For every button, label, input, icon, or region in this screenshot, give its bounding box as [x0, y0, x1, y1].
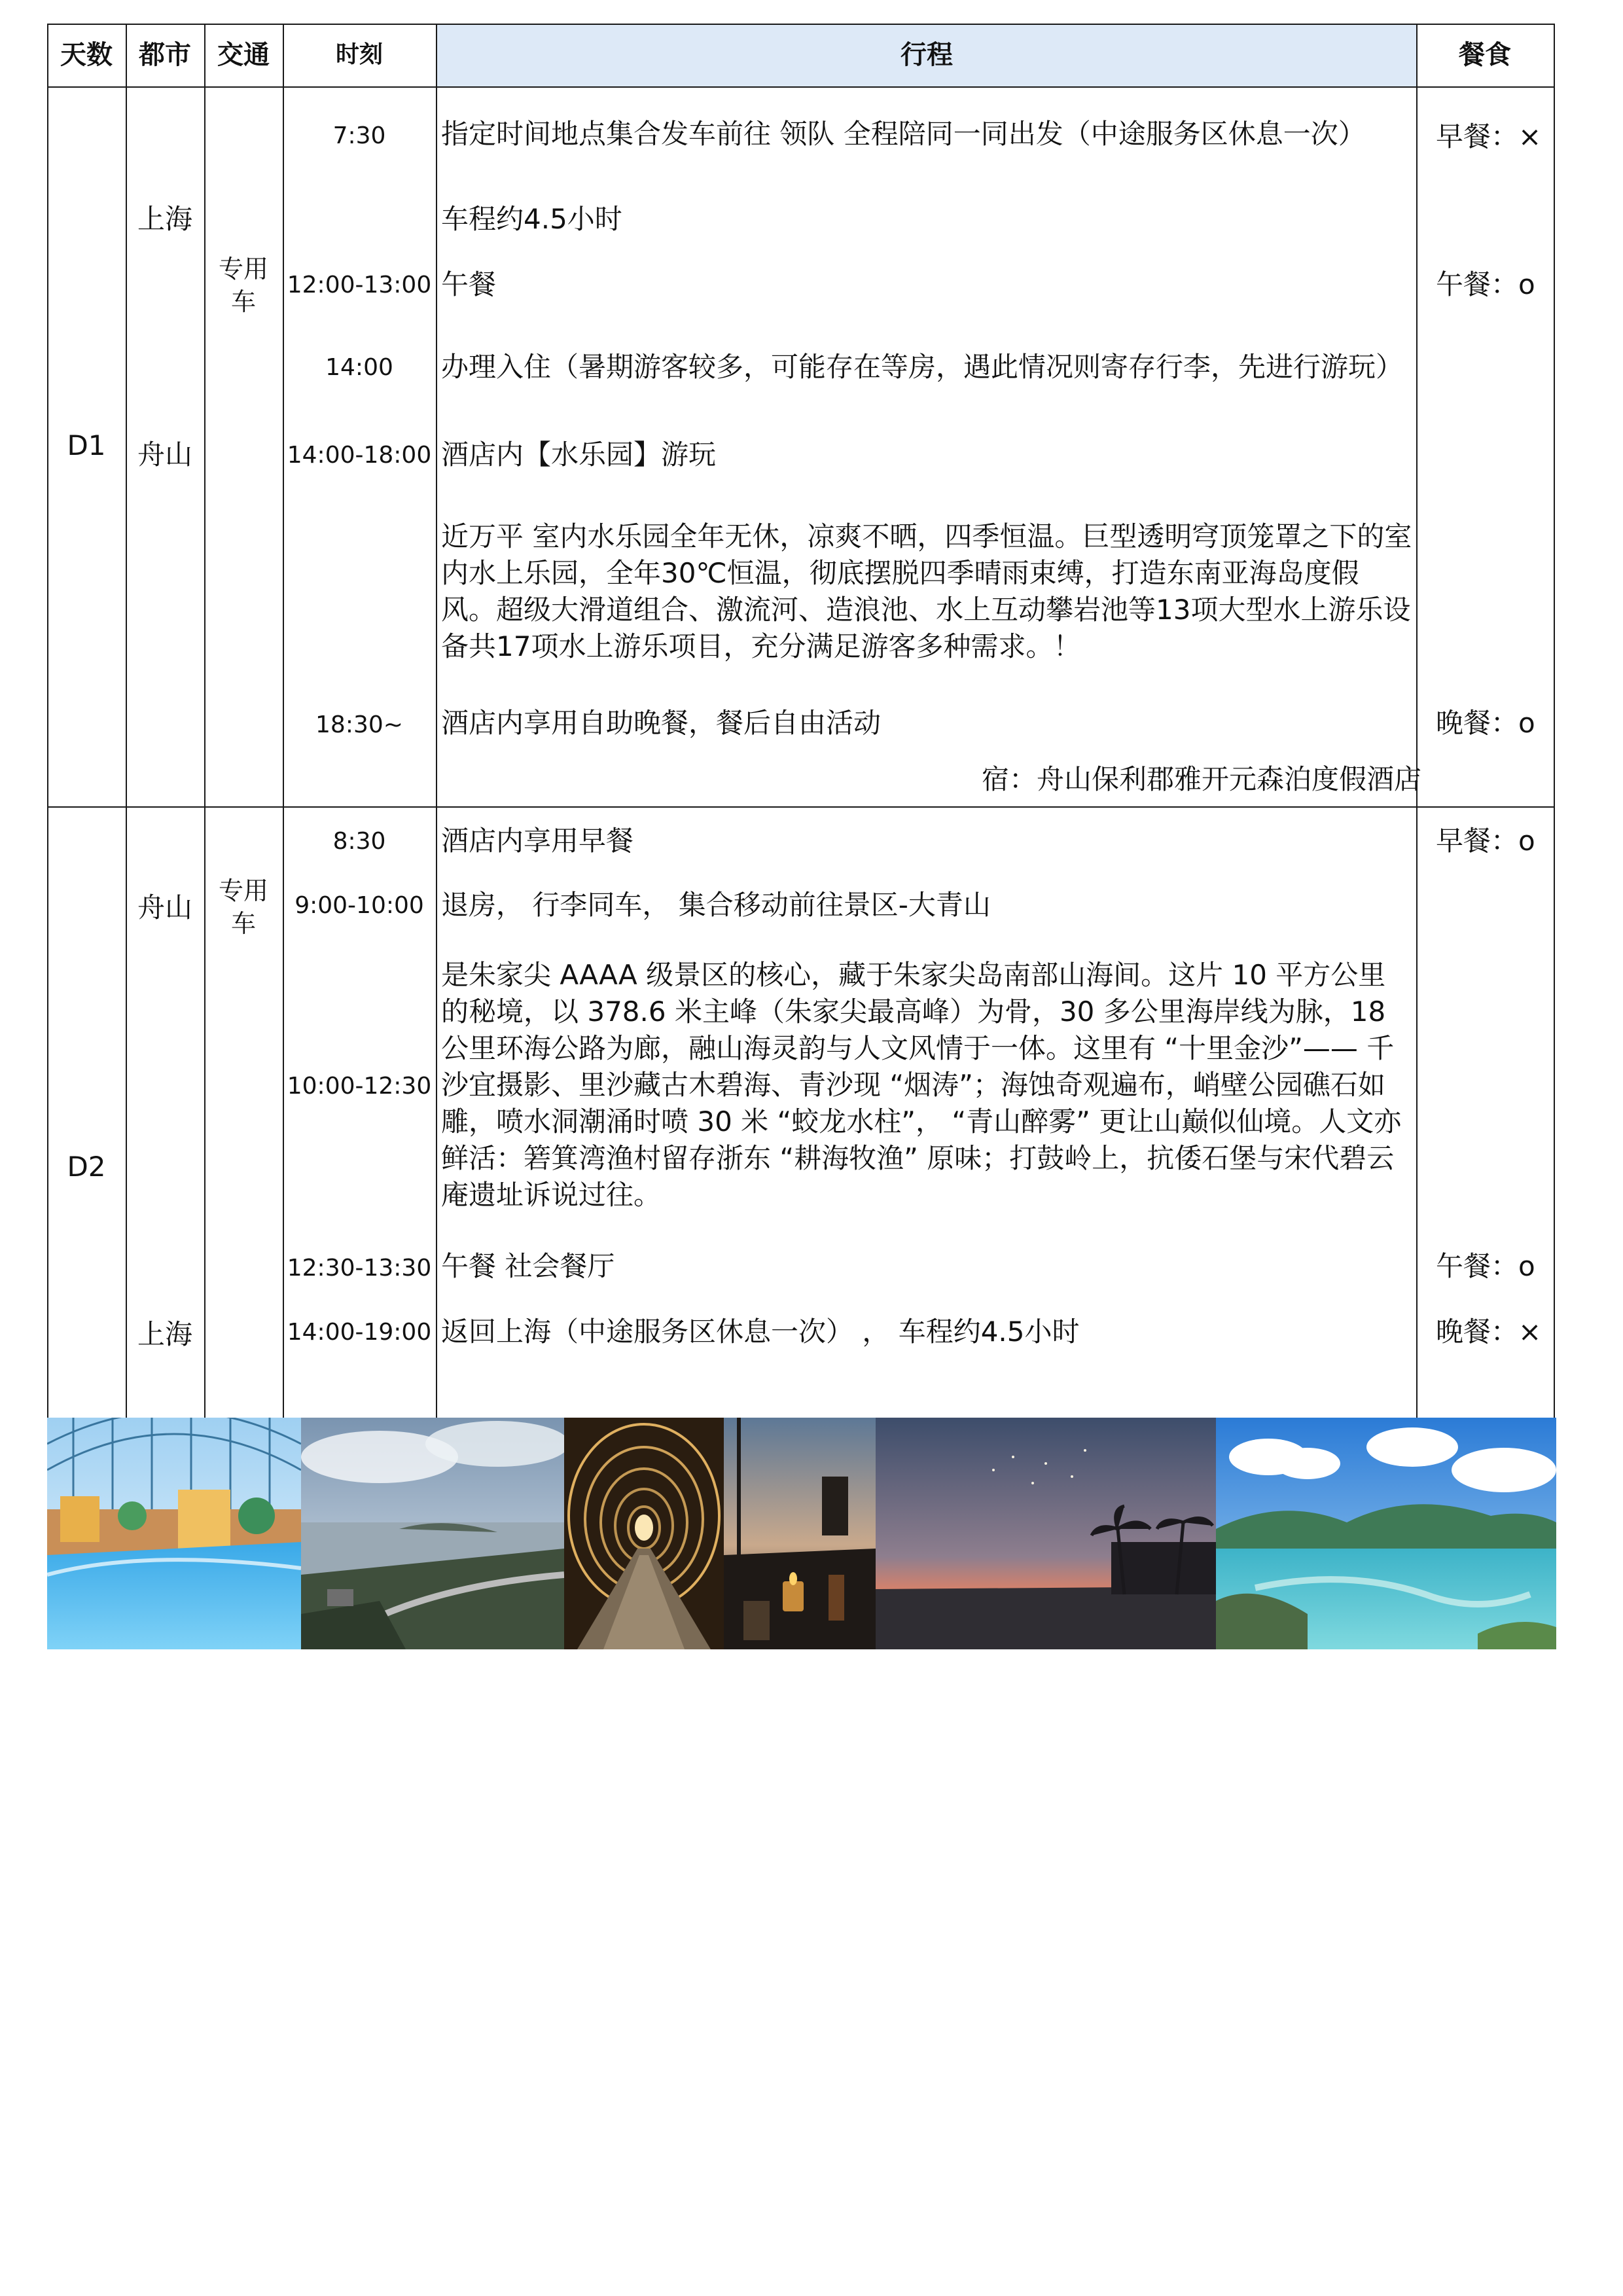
header-itinerary: 行程: [901, 40, 953, 70]
itinerary-d2-r4: 返回上海（中途服务区休息一次） ， 车程约4.5小时: [441, 1316, 1080, 1348]
city-zhoushan-d2: 舟山: [137, 891, 192, 924]
meal-d1-breakfast: 早餐：×: [1436, 120, 1542, 152]
itinerary-d1-r6: 酒店内享用自助晚餐，餐后自由活动: [441, 707, 882, 739]
indoor-waterpark-photo: [47, 1418, 301, 1649]
day-divider: [47, 806, 1555, 808]
city-zhoushan-d1: 舟山: [137, 439, 192, 471]
meal-d1-dinner: 晚餐：o: [1436, 707, 1535, 739]
city-shanghai-d1: 上海: [137, 203, 192, 235]
transport-d2-line2: 车: [230, 909, 256, 938]
time-d2-r0: 8:30: [332, 828, 386, 855]
sunset-terrace-photo: [876, 1418, 1216, 1649]
col-border-itinerary: [1416, 24, 1418, 1418]
col-border-right: [1554, 24, 1555, 1418]
meal-d2-dinner: 晚餐：×: [1436, 1316, 1542, 1348]
meal-d2-breakfast: 早餐：o: [1436, 825, 1535, 857]
itinerary-d2-r3: 午餐 社会餐厅: [441, 1250, 615, 1282]
header-city: 都市: [139, 40, 191, 70]
header-bottom-border: [47, 86, 1555, 88]
candle-dinner-photo: [724, 1418, 876, 1649]
table-top-border: [47, 24, 1555, 25]
day-label-d2: D2: [67, 1151, 106, 1183]
time-d2-r4: 14:00-19:00: [287, 1319, 432, 1346]
time-d1-r6: 18:30~: [315, 711, 403, 738]
itinerary-d1-r4: 酒店内【水乐园】游玩: [441, 439, 717, 471]
time-d2-r2: 10:00-12:30: [287, 1073, 432, 1100]
day-label-d1: D1: [67, 429, 106, 461]
meal-d1-lunch: 午餐：o: [1436, 268, 1535, 300]
itinerary-d1-r3: 办理入住（暑期游客较多，可能存在等房，遇此情况则寄存行李，先进行游玩）: [441, 351, 1404, 383]
itinerary-d2-r1: 退房， 行李同车， 集合移动前往景区-大青山: [441, 889, 991, 921]
col-border-time: [436, 24, 437, 1418]
header-time: 时刻: [335, 41, 383, 68]
time-d2-r1: 9:00-10:00: [294, 892, 424, 919]
city-shanghai-d2: 上海: [137, 1318, 192, 1350]
col-border-city: [204, 24, 205, 1418]
itinerary-d1-r0: 指定时间地点集合发车前往 领队 全程陪同一同出发（中途服务区休息一次）: [441, 118, 1366, 150]
time-d1-r3: 14:00: [325, 354, 393, 381]
transport-d1-line2: 车: [230, 287, 256, 316]
hotel-d1: 宿：舟山保利郡雅开元森泊度假酒店: [981, 763, 1421, 795]
col-border-left: [47, 24, 48, 1418]
meal-d2-lunch: 午餐：o: [1436, 1250, 1535, 1282]
itinerary-d1-waterpark-desc: 近万平 室内水乐园全年无休，凉爽不晒，四季恒温。巨型透明穹顶笼罩之下的室内水上乐园，全年30℃恒温，彻底摆脱四季晴雨束缚，打造东南亚海岛度假风。超级大滑道组合、激流河、造浪池、水上互动攀岩池等13项大型水上游乐设备共17项水上游乐项目，充分满足游客多种需求。！: [441, 520, 1412, 662]
itinerary-d1-r2: 午餐: [441, 268, 497, 300]
transport-d2-line1: 专用: [218, 876, 268, 905]
header-meals: 餐食: [1459, 40, 1511, 70]
time-d2-r3: 12:30-13:30: [287, 1255, 432, 1282]
bay-view-photo: [1216, 1418, 1556, 1649]
time-d1-r0: 7:30: [332, 122, 386, 149]
itinerary-d2-daqingshan-desc: 是朱家尖 AAAA 级景区的核心，藏于朱家尖岛南部山海间。这片 10 平方公里的秘境，以 378.6 米主峰（朱家尖最高峰）为骨，30 多公里海岸线为脉，18 公里环海公路为廊，融山海灵韵与人文风情于一体。这里有 “十里金沙”—— 千沙宜摄影、里沙藏古木碧海、青沙现 “烟涛”；海蚀奇观遍布，峭壁公园礁石如雕，喷水洞潮涌时喷 30 米 “蛟龙水柱”， “青山醉雾” 更让山巅似仙境。人文亦鲜活：箬箕湾渔村留存浙东 “耕海牧渔” 原味；打鼓岭上，抗倭石堡与宋代碧云庵遗址诉说过往。: [441, 959, 1402, 1211]
time-d1-r2: 12:00-13:00: [287, 272, 432, 298]
itinerary-d2-r0: 酒店内享用早餐: [441, 825, 634, 857]
header-day: 天数: [60, 40, 113, 70]
coastal-road-photo: [301, 1418, 564, 1649]
transport-d1-line1: 专用: [218, 255, 268, 283]
itinerary-d1-r1: 车程约4.5小时: [441, 203, 622, 235]
light-tunnel-photo: [564, 1418, 724, 1649]
time-d1-r4: 14:00-18:00: [287, 442, 432, 469]
header-transport: 交通: [217, 40, 270, 70]
